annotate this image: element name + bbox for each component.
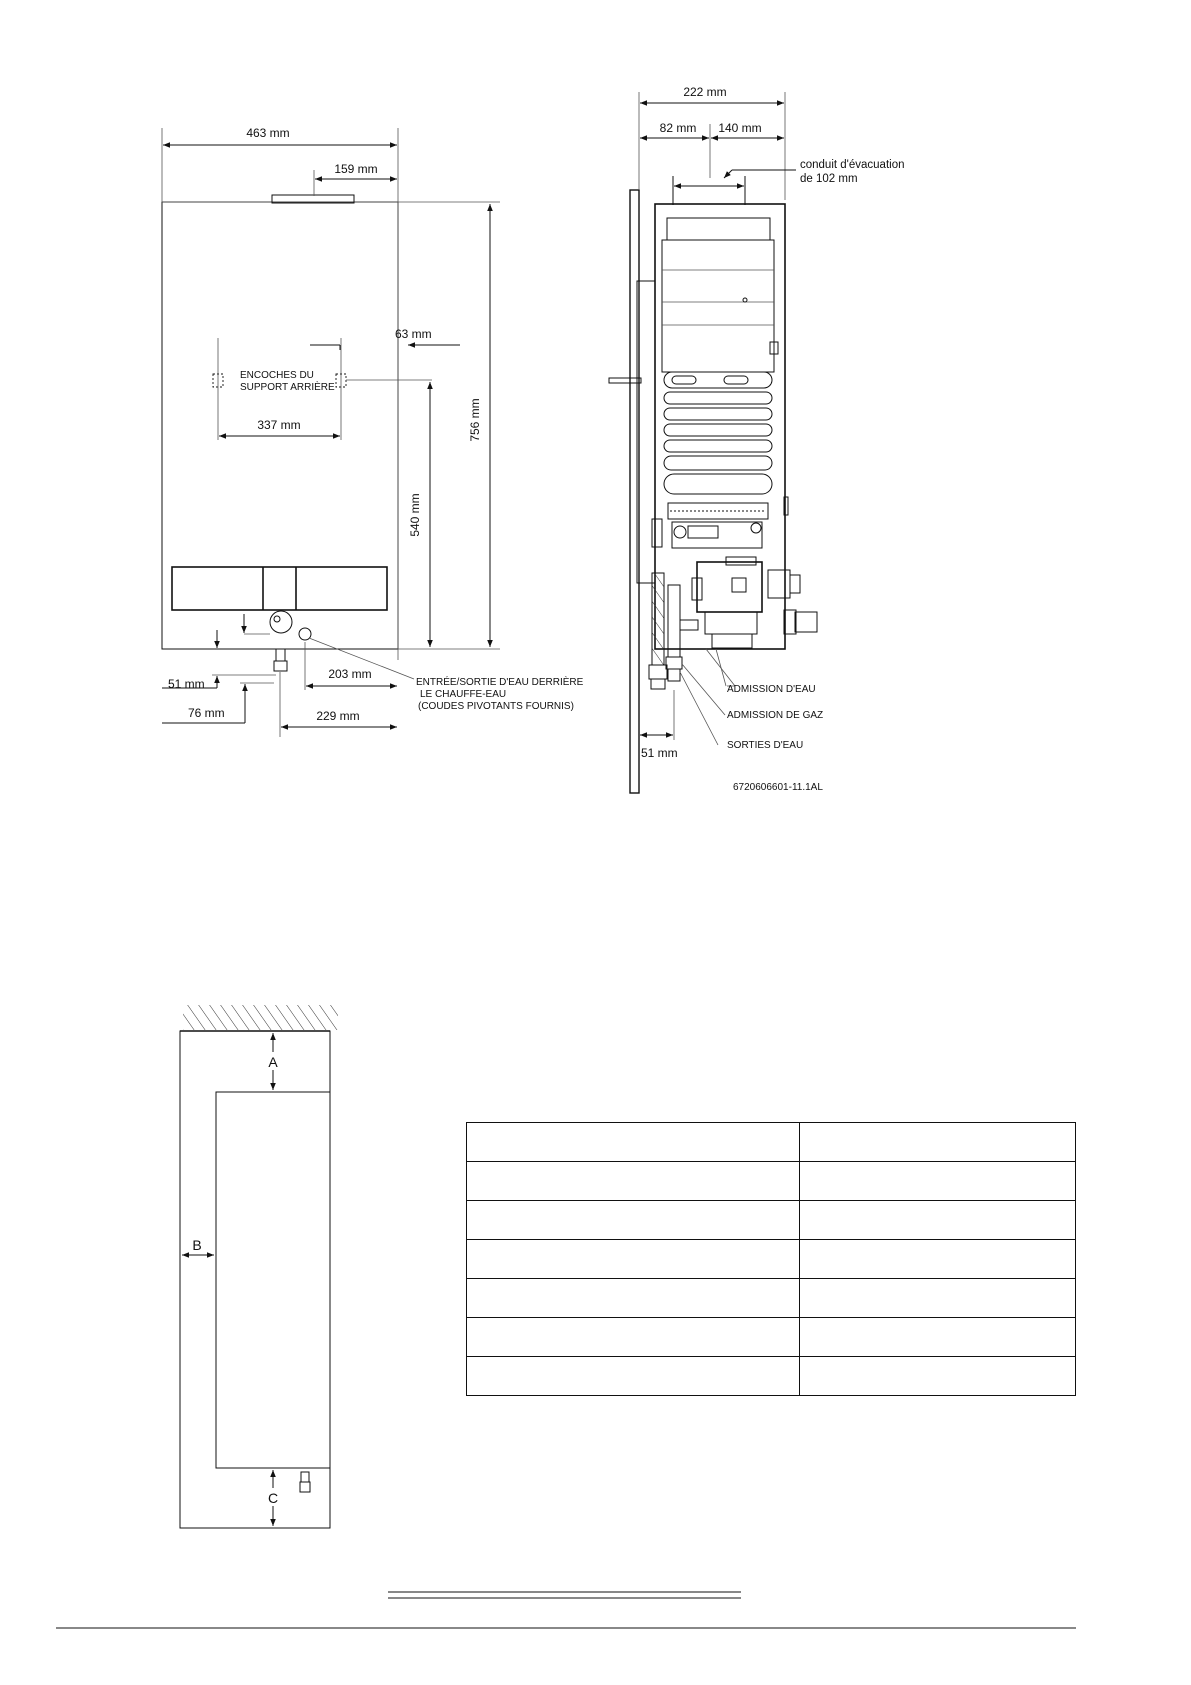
table-row (467, 1162, 1076, 1201)
water-inlet-label: ADMISSION D'EAU (727, 684, 816, 695)
dim-side-51: 51 mm (641, 746, 678, 760)
table-cell (467, 1279, 800, 1318)
dim-140: 140 mm (718, 121, 762, 135)
dim-203: 203 mm (328, 667, 372, 681)
dim-159: 159 mm (334, 162, 378, 176)
dim-76: 76 mm (188, 706, 225, 720)
heater-outline (216, 1092, 330, 1468)
temperature-knob (270, 611, 292, 633)
table-cell (800, 1201, 1076, 1240)
dim-229: 229 mm (316, 709, 360, 723)
table-row (467, 1318, 1076, 1357)
clearance-diagram (180, 1005, 338, 1528)
dim-222: 222 mm (683, 85, 727, 99)
table-row (467, 1201, 1076, 1240)
table-cell (467, 1123, 800, 1162)
front-view (162, 126, 584, 737)
table-cell (467, 1240, 800, 1279)
clearance-a-label: A (268, 1054, 278, 1070)
table-cell (467, 1318, 800, 1357)
table-row (467, 1357, 1076, 1396)
dim-51: 51 mm (168, 677, 205, 691)
water-outlets-label: SORTIES D'EAU (727, 740, 804, 751)
clearance-c-label: C (267, 1490, 279, 1506)
table-row (467, 1123, 1076, 1162)
dim-82: 82 mm (659, 121, 697, 135)
wall (630, 190, 639, 793)
water-label-3: (COUDES PIVOTANTS FOURNIS) (418, 701, 574, 712)
water-label-1: ENTRÉE/SORTIE D'EAU DERRIÈRE (416, 677, 584, 688)
table-cell (800, 1318, 1076, 1357)
table-cell (467, 1201, 800, 1240)
table-row (467, 1240, 1076, 1279)
dim-756: 756 mm (468, 398, 482, 442)
table-cell (800, 1279, 1076, 1318)
gas-inlet-label: ADMISSION DE GAZ (727, 710, 824, 721)
heater-side-casing (655, 204, 785, 649)
dim-337: 337 mm (257, 418, 301, 432)
side-view (609, 85, 905, 793)
notches-label-2: SUPPORT ARRIÈRE (240, 382, 335, 393)
enclosure-outline (180, 1031, 330, 1528)
table-cell (800, 1357, 1076, 1396)
dim-63: 63 mm (395, 327, 432, 341)
flue-label-2: de 102 mm (800, 173, 858, 185)
clearance-table (466, 1122, 1076, 1396)
table-cell (800, 1240, 1076, 1279)
gas-valve (697, 562, 762, 612)
table-row (467, 1279, 1076, 1318)
control-panel (172, 567, 387, 610)
dim-463: 463 mm (246, 126, 290, 140)
notches-label-1: ENCOCHES DU (240, 370, 314, 381)
table-cell (467, 1162, 800, 1201)
table-cell (467, 1357, 800, 1396)
heat-exchanger (662, 240, 774, 372)
clearance-b-label: B (192, 1237, 202, 1253)
dim-540: 540 mm (408, 493, 422, 537)
water-label-2: LE CHAUFFE-EAU (420, 689, 507, 700)
table-cell (800, 1123, 1076, 1162)
flue-label-1: conduit d'évacuation (800, 159, 905, 171)
drawing-reference: 6720606601-11.1AL (733, 782, 823, 793)
flex-pipe (652, 573, 664, 665)
table-cell (800, 1162, 1076, 1201)
